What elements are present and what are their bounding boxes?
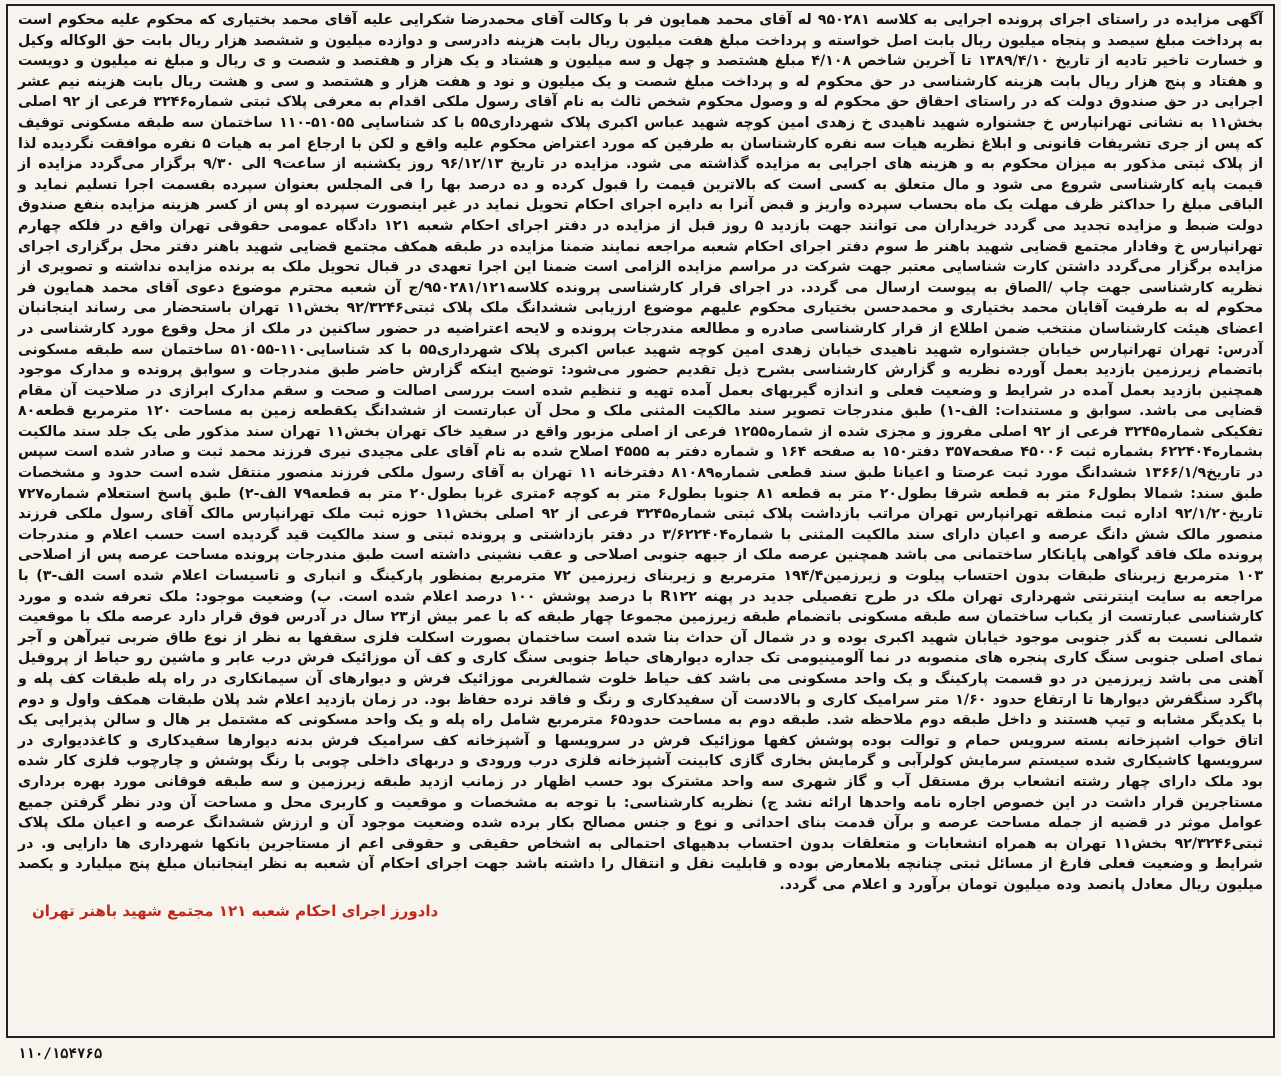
notice-frame bbox=[6, 4, 1275, 1038]
notice-footer bbox=[18, 902, 1263, 924]
auction-notice-body: آگهی مزایده در راستای اجرای پرونده اجرایی به کلاسه ۹۵۰۲۸۱ له آقای محمد همایون فر با وکالت آقای محمدرضا شکرایی علیه آقای محمد بختیاری که محکوم علیه محکوم است به پرداخت مبلغ سیصد و پنجاه میلیون ریال بابت اصل خواسته و پرداخت مبلغ هفت میلیون ریال بابت هزینه دادرسی و دوازده میلیون و ششصد هزار ریال بابت حق الوکاله وکیل و خسارت تاخیر تادیه از تاریخ ۱۳۸۹/۴/۱۰ تا آخرین شاخص ۴/۱۰۸ مبلغ هشتصد و چهل و سه میلیون و هشتاد و یک هزار و هفتصد و شصت و ی ریال و مبلغ نه میلیون و دویست و هفتاد و پنج هزار ریال بابت هزینه کارشناسی در حق محکوم له و پرداخت مبلغ شصت و یک میلیون و نود و هفت هزار و هشتصد و سی و هشت ریال بابت هزینه نیم عشر اجرایی در حق صندوق دولت که در راستای احقاق حق محکوم له و وصول محکوم شخص ثالث به نام آقای رسول ملکی اقدام به معرفی پلاک ثبتی شماره۳۲۴۶ فرعی از ۹۲ اصلی بخش۱۱ به نشانی تهرانپارس خ جشنواره شهید ناهیدی خ زهدی امین کوچه شهید عباس اکبری پلاک شهرداری۵۵ با کد شناسایی ۵۱۰۵۵-۱۱۰ ساختمان سه طبقه مسکونی توقیف که پس از جری تشریفات قانونی و ابلاغ نظریه هیات سه نفره کارشناسان به طرفین که مورد اعتراض محکوم علیه واقع و لکن با ارجاع امر به هیات ۵ نفره موافقت نگردیده لذا از پلاک ثبتی مذکور به میزان محکوم به و هزینه های اجرایی به مزایده گذاشته می شود. مزایده در تاریخ ۹۶/۱۲/۱۳ روز یکشنبه از ساعت۹ الی ۹/۳۰ برگزار می‌گردد مزایده از قیمت پایه کارشناسی شروع می شود و مال متعلق به کسی است که بالاترین قیمت را قبول کرده و ده درصد بها را فی المجلس بعنوان سپرده بقسمت اجرا تسلیم نماید و الباقی مبلغ را حداکثر ظرف مهلت یک ماه بحساب سپرده واریز و قبض آنرا به دایره اجرای احکام تحویل نماید در غیر اینصورت سپرده او پس از کسر هزینه مزایده بنفع صندوق دولت ضبط و مزایده تجدید می گردد خریداران می توانند جهت بازدید ۵ روز قبل از مزایده در دفتر اجرای احکام شعبه ۱۲۱ دادگاه عمومی حقوقی تهران واقع در فلکه چهارم تهرانپارس خ وفادار مجتمع قضایی شهید باهنر ط سوم دفتر اجرای احکام شعبه مراجعه نمایند ضمنا مزایده در طبقه همکف مجتمع قضایی شهید باهنر دفتر محل برگزاری اجرای مزایده برگزار می‌گردد داشتن کارت شناسایی معتبر جهت شرکت در مراسم مزایده الزامی است ضمنا این اجرا تعهدی در قبال تحویل ملک به برنده مزایده نداشته و تصویری از نظریه کارشناسی جهت چاپ /الصاق به پیوست ارسال می گردد. در اجرای قرار کارشناسی پرونده کلاسه۹۵۰۲۸۱/۱۲۱/ج آن شعبه محترم موضوع دعوی آقای محمد همایون فر محکوم له به طرفیت آقایان محمد بختیاری و محمدحسن بختیاری محکوم علیهم موضوع ارزیابی ششدانگ ملک پلاک ثبتی۹۲/۳۲۴۶ بخش۱۱ تهران باستحضار می رساند اینجانبان اعضای هیئت کارشناسان منتخب ضمن اطلاع از قرار کارشناسی صادره و مطالعه مندرجات پرونده و لایحه اعتراضیه در حضور ساکنین در ملک از محل وقوع مورد کارشناسی در آدرس: تهران تهرانپارس خیابان جشنواره شهید ناهیدی خیابان زهدی امین کوچه شهید عباس اکبری پلاک شهرداری۵۵ با کد شناسایی۱۱۰-۵۱۰۵۵ ساختمان سه طبقه مسکونی باتضمام زیرزمین بازدید بعمل آورده نظریه و گزارش کارشناسی بشرح ذیل تقدیم حضور می‌شود: توضیح اینکه گزارش حاضر طبق مندرجات و سوابق پرونده و مدارک موجود همچنین بازدید بعمل آمده در شرایط و وضعیت فعلی و اندازه گیریهای بعمل آمده تهیه و تنظیم شده است بررسی اصالت و صحت و سقم مدارک ابرازی در صلاحیت آن مقام قضایی می باشد. سوابق و مستندات: الف-۱) طبق مندرجات تصویر سند مالکیت المثنی ملک و محل آن عبارتست از ششدانگ یکقطعه زمین به مساحت ۱۲۰ مترمربع قطعه۸۰ تفکیکی شماره۳۲۴۵ فرعی از ۹۲ اصلی مفروز و مجزی شده از شماره۱۲۵۵ فرعی از اصلی مزبور واقع در سفید خاک تهران بخش۱۱ تهران سند مذکور طی یک جلد سند مالکیت بشماره۶۲۲۴۰۴ بشماره ثبت ۴۵۰۰۶ صفحه۳۵۷ دفتر۱۵۰ به صفحه ۱۶۴ و شماره دفتر به ۴۵۵۵ اصلاح شده به نام آقای علی مجیدی نیری فرزند محمد ثبت و صادر شده است سپس در تاریخ۱۳۶۶/۱/۹ ششدانگ مورد ثبت عرصتا و اعیانا طبق سند قطعی شماره۸۱۰۸۹ دفترخانه ۱۱ تهران به آقای رسول ملکی فرزند منصور منتقل شده است حدود و مشخصات طبق سند: شمالا بطول۶ متر به قطعه شرقا بطول۲۰ متر به قطعه ۸۱ جنوبا بطول۶ متر به کوچه ۶متری غربا بطول۲۰ متر به قطعه۷۹ الف-۲) طبق پاسخ استعلام شماره۷۲۷ تاریخ۹۲/۱/۲۰ اداره ثبت منطقه تهرانپارس تهران مراتب بازداشت پلاک ثبتی شماره۳۲۴۵ فرعی از ۹۲ اصلی بخش۱۱ حوزه ثبت ملک تهرانپارس مالک آقای رسول ملکی فرزند منصور مالک شش دانگ عرصه و اعیان دارای سند مالکیت المثنی با شماره۳/۶۲۲۴۰۴ در دفتر بازداشتی و پرونده ثبتی و سند مالکیت قید گردیده است حسب اعلام و مندرجات پرونده ملک فاقد گواهی پایانکار ساختمانی می باشد همچنین عرصه ملک از جبهه جنوبی اصلاحی و عقب نشینی داشته است طبق مندرجات پرونده مساحت عرصه پس از اصلاحی ۱۰۳ مترمربع زیربنای طبقات بدون احتساب پیلوت و زیرزمین۱۹۴/۴ مترمربع و زیربنای زیرزمین ۷۲ مترمربع بمنظور پارکینگ و انباری و تاسیسات اعلام شده است الف-۳) با مراجعه به سایت اینترنتی شهرداری تهران ملک در طرح تفصیلی جدید در پهنه R۱۲۲ با درصد پوشش ۱۰۰ درصد اعلام شده است. ب) وضعیت موجود: ملک تعرفه شده و مورد کارشناسی عبارتست از یکباب ساختمان سه طبقه مسکونی باتضمام طبقه زیرزمین مجموعا چهار طبقه که با عمر بیش از۲۳ سال در آدرس فوق قرار دارد عرصه ملک با موقعیت شمالی نسبت به گذر جنوبی موجود خیابان شهید اکبری بوده و در شمال آن حداث بنا شده است ساختمان بصورت اسکلت فلزی سقفها به نظر از نوع طاق ضربی تیرآهن و آجر نمای اصلی جنوبی سنگ کاری پنجره های منصوبه در نما آلومینیومی تک جداره دیوارهای حیاط جنوبی سنگ کاری و کف آن موزائیک فرش درب عابر و ماشین رو حیاط از پروفیل آهنی می باشد زیرزمین در دو قسمت پارکینگ و یک واحد مسکونی می باشد کف حیاط خلوت شمالغربی موزائیک فرش و دیوارهای آن سیمانکاری در راه پله طبقات کف پله و پاگرد سنگفرش دیوارها تا ارتفاع حدود ۱/۶۰ متر سرامیک کاری و بالادست آن سفیدکاری و رنگ و فاقد نرده حفاظ بود. در زمان بازدید اعلام شد پلان طبقات همکف واول و دوم با یکدیگر مشابه و تیپ هستند و داخل طبقه دوم ملاحظه شد. طبقه دوم به مساحت حدود۶۵ مترمربع شامل راه پله و یک واحد مسکونی که مشتمل بر هال و سالن پذیرایی یک اتاق خواب اشپزخانه بسته سرویس حمام و توالت بوده پوشش کفها موزائیک فرش در سرویسها و آشپزخانه کف سرامیک فرش بدنه دیوارها سفیدکاری و کاغذدیواری در سرویسها کاشیکاری شده سیستم سرمایش کولرآبی و گرمایش بخاری گازی کابینت آشپزخانه فلزی درب ورودی و دربهای داخلی چوبی با رنگ پوشش و چارچوب فلزی کار شده بود ملک دارای چهار رشته انشعاب برق مستقل آب و گاز شهری سه واحد مشترک بود حسب اظهار در زمانب ازدید طبقه زیرزمین و سه طبقه فوقانی مورد بهره برداری مستاجرین قرار داشت در این خصوص اجاره نامه واحدها ارائه نشد ج) نظریه کارشناسی: با توجه به مشخصات و موقعیت و کاربری محل و مساحت آن ودر نظر گرفتن جمیع عوامل موثر در قضیه از جمله مساحت عرصه و برآن قدمت بنای احداثی و نوع و جنس مصالح بکار برده شده وضعیت موجود آن و ارزش ششدانگ عرصه و اعیان ملک پلاک ثبتی۹۲/۳۲۴۶ بخش۱۱ تهران به همراه انشعابات و متعلقات بدون احتساب بدهیهای احتمالی به اشخاص حقیقی و حقوقی اعم از مستاجرین بانکها شهرداری ها دارایی و. در شرایط و وضعیت فعلی فارغ از مسائل ثبتی چنانچه بلامعارض بوده و قابلیت نقل و انتقال را داشته باشد جهت اجرای احکام آن شعبه به نظر اینجانبان مبلغ پنج میلیارد و یکصد میلیون ریال معادل پانصد وده میلیون تومان برآورد و اعلام می گردد. bbox=[18, 12, 1264, 893]
enforcement-officer-signature: دادورز اجرای احکام شعبه ۱۲۱ مجتمع شهید باهنر تهران bbox=[32, 901, 439, 920]
notice-code: ۱۱۰/۱۵۴۷۶۵ bbox=[18, 1046, 103, 1062]
